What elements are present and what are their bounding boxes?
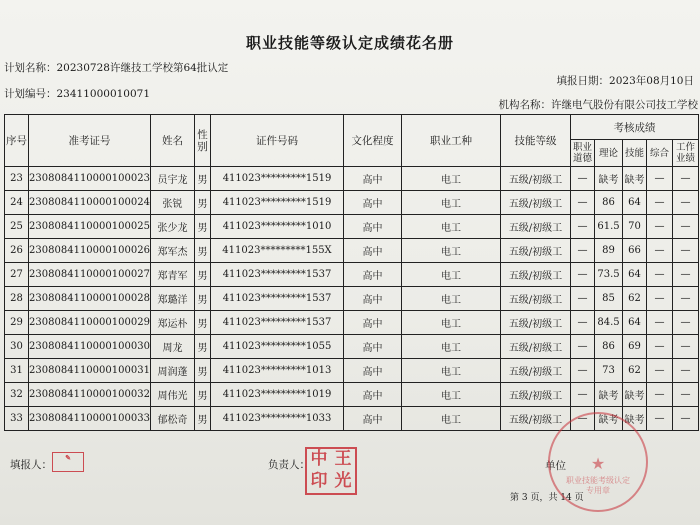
level-cell: 五级/初级工	[501, 167, 571, 191]
table-header-row	[5, 115, 699, 140]
education-cell: 高中	[344, 263, 402, 287]
col-performance: 工作业绩	[673, 140, 699, 167]
skill-score-cell: 缺考	[623, 167, 647, 191]
filler-label: 填报人：	[10, 459, 52, 471]
skill-score-cell: 69	[623, 335, 647, 359]
skill-score-cell: 66	[623, 239, 647, 263]
level-cell: 五级/初级工	[501, 335, 571, 359]
level-cell: 五级/初级工	[501, 239, 571, 263]
exam-no-cell: 2308084110000100032	[29, 383, 151, 407]
seq-cell: 28	[5, 287, 29, 311]
occupation-cell: 电工	[402, 335, 501, 359]
education-cell: 高中	[344, 311, 402, 335]
name-cell: 郑军杰	[151, 239, 195, 263]
exam-no-cell: 2308084110000100023	[29, 167, 151, 191]
skill-score-cell: 64	[623, 263, 647, 287]
table-row	[5, 239, 699, 263]
name-cell: 郁松奇	[151, 407, 195, 431]
gender-cell: 男	[195, 287, 211, 311]
name-cell: 张锐	[151, 191, 195, 215]
seq-cell: 24	[5, 191, 29, 215]
theory-score-cell: 84.5	[595, 311, 623, 335]
ethics-score-cell: —	[571, 311, 595, 335]
id-no-cell: 411023*********1519	[211, 191, 344, 215]
skill-score-cell: 64	[623, 311, 647, 335]
organization-name: 机构名称：许继电气股份有限公司技工学校	[498, 99, 698, 111]
skill-score-cell: 62	[623, 359, 647, 383]
gender-cell: 男	[195, 215, 211, 239]
unit-label: 单位	[545, 460, 566, 472]
skill-score-cell: 70	[623, 215, 647, 239]
table-row	[5, 167, 699, 191]
ethics-score-cell: —	[571, 239, 595, 263]
gender-cell: 男	[195, 407, 211, 431]
education-cell: 高中	[344, 287, 402, 311]
seq-cell: 30	[5, 335, 29, 359]
comprehensive-score-cell: —	[647, 215, 673, 239]
level-cell: 五级/初级工	[501, 191, 571, 215]
gender-cell: 男	[195, 167, 211, 191]
seq-cell: 31	[5, 359, 29, 383]
education-cell: 高中	[344, 335, 402, 359]
page-title: 职业技能等级认定成绩花名册	[245, 34, 454, 52]
table-row	[5, 263, 699, 287]
comprehensive-score-cell: —	[647, 335, 673, 359]
col-occupation: 职业工种	[402, 115, 501, 167]
comprehensive-score-cell: —	[647, 191, 673, 215]
level-cell: 五级/初级工	[501, 263, 571, 287]
col-gender: 性别	[195, 115, 211, 167]
level-cell: 五级/初级工	[501, 383, 571, 407]
id-no-cell: 411023*********1033	[211, 407, 344, 431]
id-no-cell: 411023*********1537	[211, 311, 344, 335]
gender-cell: 男	[195, 359, 211, 383]
occupation-cell: 电工	[402, 191, 501, 215]
comprehensive-score-cell: —	[647, 407, 673, 431]
col-exam-no: 准考证号	[29, 115, 151, 167]
exam-no-cell: 2308084110000100024	[29, 191, 151, 215]
col-level: 技能等级	[501, 115, 571, 167]
gender-cell: 男	[195, 191, 211, 215]
performance-score-cell: —	[673, 239, 699, 263]
exam-no-cell: 2308084110000100029	[29, 311, 151, 335]
exam-no-cell: 2308084110000100031	[29, 359, 151, 383]
fill-date: 填报日期：2023年08月10日	[556, 75, 694, 87]
theory-score-cell: 缺考	[595, 383, 623, 407]
id-no-cell: 411023*********1537	[211, 287, 344, 311]
performance-score-cell: —	[673, 263, 699, 287]
level-cell: 五级/初级工	[501, 359, 571, 383]
performance-score-cell: —	[673, 215, 699, 239]
skill-score-cell: 64	[623, 191, 647, 215]
comprehensive-score-cell: —	[647, 167, 673, 191]
score-table	[4, 114, 699, 431]
filler-signature-stamp: ✎	[52, 452, 84, 472]
theory-score-cell: 86	[595, 191, 623, 215]
seq-cell: 26	[5, 239, 29, 263]
occupation-cell: 电工	[402, 359, 501, 383]
education-cell: 高中	[344, 167, 402, 191]
skill-score-cell: 缺考	[623, 407, 647, 431]
ethics-score-cell: —	[571, 407, 595, 431]
theory-score-cell: 86	[595, 335, 623, 359]
theory-score-cell: 缺考	[595, 167, 623, 191]
level-cell: 五级/初级工	[501, 311, 571, 335]
seq-cell: 23	[5, 167, 29, 191]
table-row	[5, 311, 699, 335]
col-skill: 技能	[623, 140, 647, 167]
id-no-cell: 411023*********155X	[211, 239, 344, 263]
name-cell: 郑璐洋	[151, 287, 195, 311]
level-cell: 五级/初级工	[501, 407, 571, 431]
name-cell: 郑运朴	[151, 311, 195, 335]
theory-score-cell: 73.5	[595, 263, 623, 287]
theory-score-cell: 73	[595, 359, 623, 383]
ethics-score-cell: —	[571, 287, 595, 311]
theory-score-cell: 61.5	[595, 215, 623, 239]
exam-no-cell: 2308084110000100030	[29, 335, 151, 359]
table-row	[5, 191, 699, 215]
col-id-no: 证件号码	[211, 115, 344, 167]
performance-score-cell: —	[673, 167, 699, 191]
seq-cell: 25	[5, 215, 29, 239]
col-theory: 理论	[595, 140, 623, 167]
occupation-cell: 电工	[402, 215, 501, 239]
theory-score-cell: 缺考	[595, 407, 623, 431]
gender-cell: 男	[195, 239, 211, 263]
ethics-score-cell: —	[571, 383, 595, 407]
performance-score-cell: —	[673, 287, 699, 311]
name-cell: 周伟光	[151, 383, 195, 407]
name-cell: 张少龙	[151, 215, 195, 239]
education-cell: 高中	[344, 383, 402, 407]
id-no-cell: 411023*********1537	[211, 263, 344, 287]
performance-score-cell: —	[673, 335, 699, 359]
table-row	[5, 359, 699, 383]
seq-cell: 27	[5, 263, 29, 287]
occupation-cell: 电工	[402, 239, 501, 263]
name-cell: 郑青军	[151, 263, 195, 287]
responsible-seal: 中 王 印 光	[305, 447, 357, 495]
theory-score-cell: 89	[595, 239, 623, 263]
ethics-score-cell: —	[571, 335, 595, 359]
col-ethics: 职业道德	[571, 140, 595, 167]
comprehensive-score-cell: —	[647, 263, 673, 287]
table-row	[5, 335, 699, 359]
level-cell: 五级/初级工	[501, 215, 571, 239]
ethics-score-cell: —	[571, 263, 595, 287]
exam-no-cell: 2308084110000100027	[29, 263, 151, 287]
col-scores: 考核成绩	[571, 115, 699, 140]
id-no-cell: 411023*********1019	[211, 383, 344, 407]
performance-score-cell: —	[673, 359, 699, 383]
name-cell: 员宇龙	[151, 167, 195, 191]
occupation-cell: 电工	[402, 167, 501, 191]
comprehensive-score-cell: —	[647, 239, 673, 263]
official-round-seal: ★ 职业技能考级认定 专用章	[548, 412, 648, 512]
skill-score-cell: 缺考	[623, 383, 647, 407]
occupation-cell: 电工	[402, 311, 501, 335]
theory-score-cell: 85	[595, 287, 623, 311]
gender-cell: 男	[195, 311, 211, 335]
comprehensive-score-cell: —	[647, 287, 673, 311]
ethics-score-cell: —	[571, 215, 595, 239]
gender-cell: 男	[195, 383, 211, 407]
education-cell: 高中	[344, 191, 402, 215]
exam-no-cell: 2308084110000100033	[29, 407, 151, 431]
level-cell: 五级/初级工	[501, 287, 571, 311]
skill-score-cell: 62	[623, 287, 647, 311]
id-no-cell: 411023*********1519	[211, 167, 344, 191]
exam-no-cell: 2308084110000100025	[29, 215, 151, 239]
col-name: 姓名	[151, 115, 195, 167]
table-row	[5, 287, 699, 311]
occupation-cell: 电工	[402, 407, 501, 431]
plan-name: 计划名称：20230728许继技工学校第64批认定	[4, 62, 229, 74]
seq-cell: 29	[5, 311, 29, 335]
col-seq: 序号	[5, 115, 29, 167]
occupation-cell: 电工	[402, 383, 501, 407]
occupation-cell: 电工	[402, 263, 501, 287]
education-cell: 高中	[344, 407, 402, 431]
name-cell: 周润蓬	[151, 359, 195, 383]
responsible-label: 负责人：	[268, 459, 310, 471]
ethics-score-cell: —	[571, 359, 595, 383]
table-row	[5, 383, 699, 407]
page-number: 第 3 页，共 14 页	[510, 493, 584, 503]
education-cell: 高中	[344, 359, 402, 383]
table-row	[5, 215, 699, 239]
plan-number: 计划编号：23411000010071	[4, 88, 151, 100]
gender-cell: 男	[195, 335, 211, 359]
col-education: 文化程度	[344, 115, 402, 167]
id-no-cell: 411023*********1013	[211, 359, 344, 383]
ethics-score-cell: —	[571, 167, 595, 191]
comprehensive-score-cell: —	[647, 359, 673, 383]
name-cell: 周龙	[151, 335, 195, 359]
seq-cell: 32	[5, 383, 29, 407]
performance-score-cell: —	[673, 383, 699, 407]
id-no-cell: 411023*********1010	[211, 215, 344, 239]
performance-score-cell: —	[673, 407, 699, 431]
col-comprehensive: 综合	[647, 140, 673, 167]
exam-no-cell: 2308084110000100026	[29, 239, 151, 263]
comprehensive-score-cell: —	[647, 311, 673, 335]
education-cell: 高中	[344, 239, 402, 263]
exam-no-cell: 2308084110000100028	[29, 287, 151, 311]
id-no-cell: 411023*********1055	[211, 335, 344, 359]
comprehensive-score-cell: —	[647, 383, 673, 407]
seq-cell: 33	[5, 407, 29, 431]
performance-score-cell: —	[673, 191, 699, 215]
education-cell: 高中	[344, 215, 402, 239]
gender-cell: 男	[195, 263, 211, 287]
performance-score-cell: —	[673, 311, 699, 335]
occupation-cell: 电工	[402, 287, 501, 311]
ethics-score-cell: —	[571, 191, 595, 215]
